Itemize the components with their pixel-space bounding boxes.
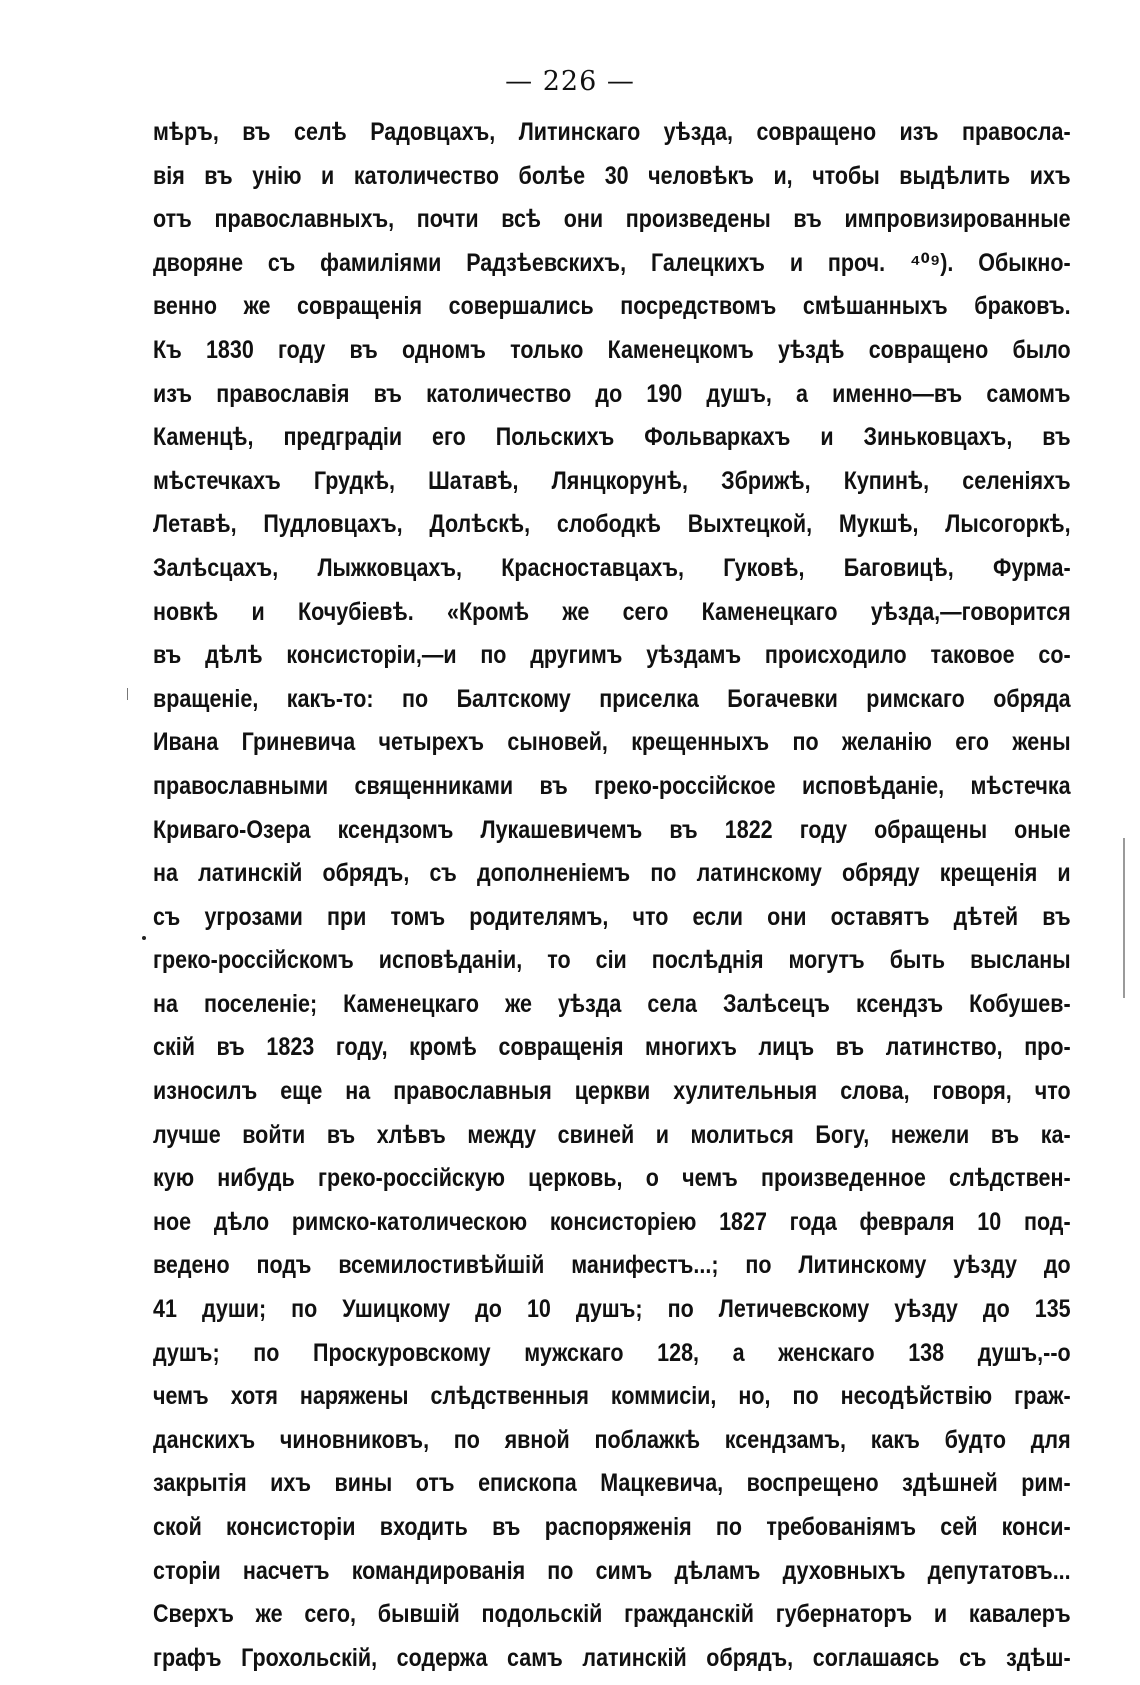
text-line: новкѣ и Кочубіевѣ. «Кромѣ же сего Каменецкаго уѣзда,—говорится [153,597,1071,626]
text-line: ное дѣло римско-католическою консисторіею 1827 года февраля 10 под- [153,1207,1071,1236]
text-line: вія въ унію и католичество болѣе 30 человѣкъ и, чтобы выдѣлить ихъ [153,161,1071,190]
text-line: православными священниками въ греко-россійское исповѣданіе, мѣстечка [153,771,1071,800]
margin-dot-mark [142,936,146,940]
text-line: 41 души; по Ушицкому до 10 душъ; по Летичевскому уѣзду до 135 [153,1295,1071,1324]
text-line: отъ православныхъ, почти всѣ они произведены въ импровизированные [153,205,1071,234]
text-line: вращеніе, какъ-то: по Балтскому приселка Богачевки римскаго обряда [153,684,1071,713]
text-line: Каменцѣ, предградіи его Польскихъ Фольваркахъ и Зиньковцахъ, въ [153,423,1071,452]
text-line: лучше войти въ хлѣвъ между свиней и молиться Богу, нежели въ ка- [153,1120,1071,1149]
text-line: Залѣсцахъ, Лыжковцахъ, Красноставцахъ, Гуковѣ, Баговицѣ, Фурма- [153,553,1071,582]
text-line: износилъ еще на православныя церкви хулительныя слова, говоря, что [153,1077,1071,1106]
text-line: скій въ 1823 году, кромѣ совращенія многихъ лицъ въ латинство, про- [153,1033,1071,1062]
text-line: душъ; по Проскуровскому мужскаго 128, а женскаго 138 душъ,--о [153,1338,1071,1367]
text-line: мѣстечкахъ Грудкѣ, Шатавѣ, Лянцкорунѣ, Збрижѣ, Купинѣ, селеніяхъ [153,466,1071,495]
text-line: греко-россійскомъ исповѣданіи, то сіи послѣднія могутъ быть высланы [153,946,1071,975]
text-line: мѣръ, въ селѣ Радовцахъ, Литинскаго уѣзда, совращено изъ правосла- [153,118,1071,146]
text-line: данскихъ чиновниковъ, по явной поблажкѣ ксендзамъ, какъ будто для [153,1425,1071,1454]
text-line: чемъ хотя наряжены слѣдственныя коммисіи, но, по несодѣйствію граж- [153,1382,1071,1411]
text-line: Сверхъ же сего, бывшій подольскій гражданскій губернаторъ и кавалеръ [153,1600,1071,1629]
text-line: Ивана Гриневича четырехъ сыновей, крещенныхъ по желанію его жены [153,728,1071,757]
text-line: ской консисторіи входить въ распоряженія по требованіямъ сей конси- [153,1513,1071,1541]
page-number: — 226 — [505,66,635,97]
text-line: ведено подъ всемилостивѣйшій манифестъ...; по Литинскому уѣзду до [153,1251,1071,1280]
text-line: графъ Грохольскій, содержа самъ латинскій обрядъ, соглашаясь съ здѣш- [153,1643,1071,1672]
text-line: на поселеніе; Каменецкаго же уѣзда села Залѣсецъ ксендзъ Кобушев- [153,989,1071,1018]
text-line: на латинскій обрядъ, съ дополненіемъ по латинскому обряду крещенія и [153,859,1071,888]
text-line: въ дѣлѣ консисторіи,—и по другимъ уѣздамъ происходило таковое со- [153,641,1071,670]
text-line: дворяне съ фамиліями Радзѣевскихъ, Галецкихъ и проч. ⁴⁰⁹). Обыкно- [153,248,1071,277]
text-line: Криваго-Озера ксендзомъ Лукашевичемъ въ 1822 году обращены оные [153,815,1071,844]
text-line: сторіи насчетъ командированія по симъ дѣламъ духовныхъ депутатовъ... [153,1556,1071,1585]
text-line: съ угрозами при томъ родителямъ, что если они оставятъ дѣтей въ [153,902,1071,931]
body-text [153,111,1071,1680]
margin-scan-bar [1123,838,1125,998]
text-line: изъ православія въ католичество до 190 душъ, а именно—въ самомъ [153,379,1071,408]
text-line: закрытія ихъ вины отъ епископа Мацкевича, воспрещено здѣшней рим- [153,1469,1071,1498]
text-line: кую нибудь греко-россійскую церковь, о чемъ произведенное слѣдствен- [153,1164,1071,1193]
text-line: венно же совращенія совершались посредствомъ смѣшанныхъ браковъ. [153,292,1071,321]
text-line: Къ 1830 году въ одномъ только Каменецкомъ уѣздѣ совращено было [153,335,1071,364]
margin-tick-mark [127,688,128,700]
text-line: Летавѣ, Пудловцахъ, Долѣскѣ, слободкѣ Выхтецкой, Мукшѣ, Лысогоркѣ, [153,510,1071,539]
